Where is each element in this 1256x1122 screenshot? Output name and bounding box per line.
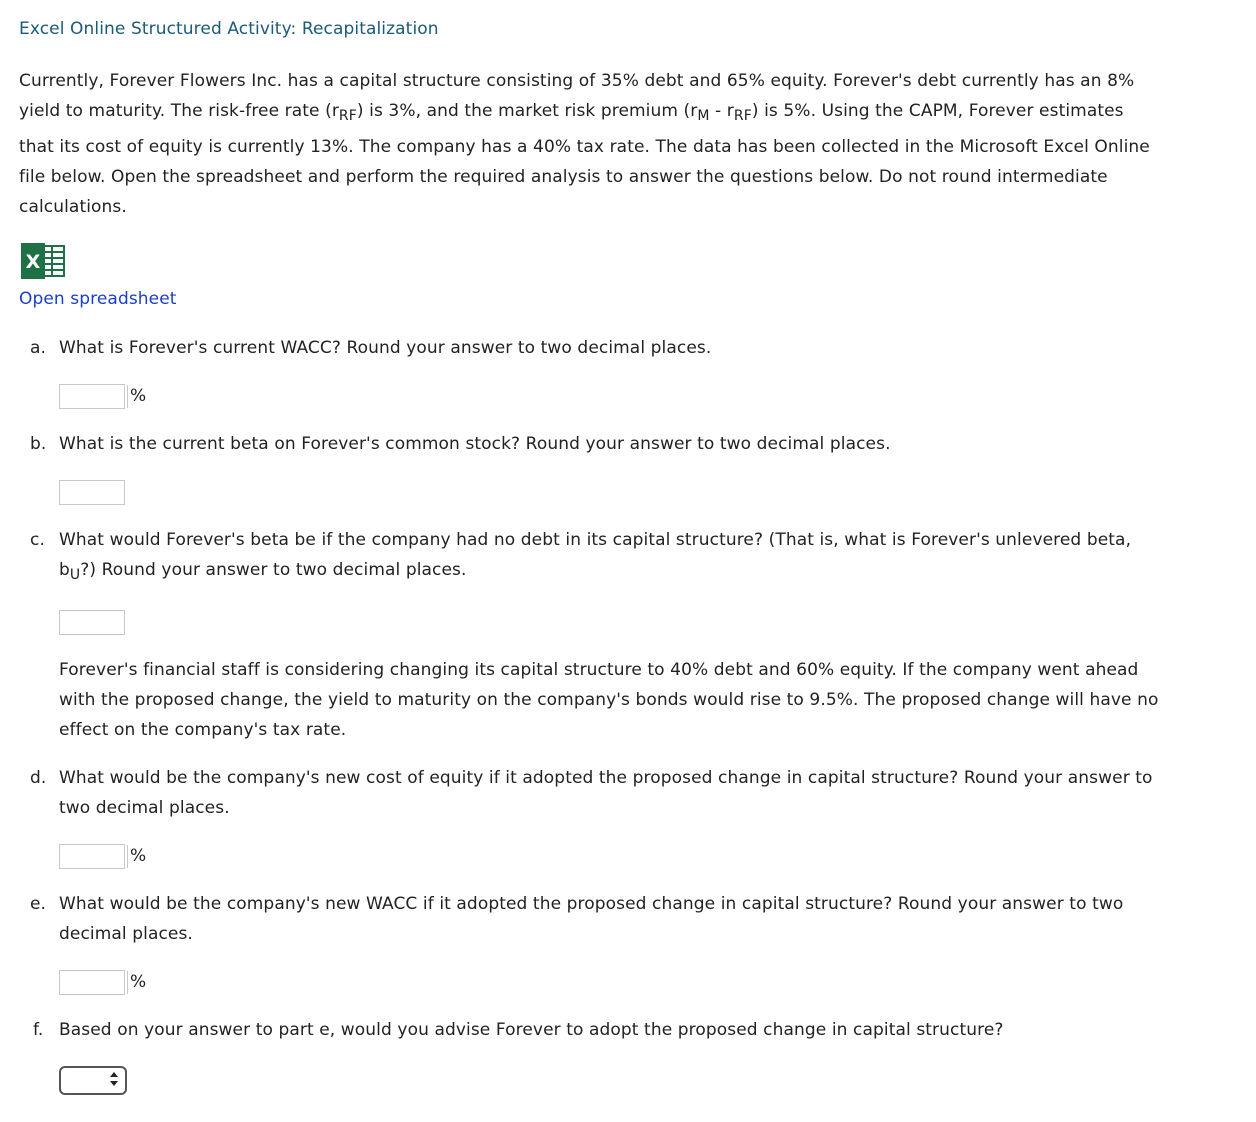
question-text: two decimal places. <box>59 798 230 818</box>
question-e-letter: e. <box>30 894 47 914</box>
answer-d-row <box>59 843 146 870</box>
question-c-text <box>59 525 1224 585</box>
percent-unit: % <box>127 385 146 408</box>
question-a-letter: a. <box>30 338 47 358</box>
answer-a-input[interactable] <box>59 384 125 409</box>
question-b-text <box>59 429 1224 459</box>
intro-text: yield to maturity. The risk-free rate (r <box>19 101 339 121</box>
subscript: RF <box>733 108 752 124</box>
answer-d-input[interactable] <box>59 844 125 869</box>
question-c-letter: c. <box>30 530 45 550</box>
subscript: M <box>697 108 710 124</box>
context-line: effect on the company's tax rate. <box>59 720 347 740</box>
excel-icon[interactable] <box>19 243 66 279</box>
page-title: Excel Online Structured Activity: Recapitalization <box>19 19 439 39</box>
intro-text: - r <box>709 101 734 121</box>
question-text-part: b <box>59 560 70 580</box>
context-paragraph <box>59 655 1224 745</box>
intro-line: file below. Open the spreadsheet and perform the required analysis to answer the questions below. Do not round intermediate <box>19 167 1108 187</box>
subscript: RF <box>338 108 357 124</box>
open-spreadsheet-link[interactable]: Open spreadsheet <box>19 289 177 309</box>
answer-a-row <box>59 383 146 410</box>
select-arrows-icon <box>110 1071 118 1087</box>
intro-line <box>19 96 1229 126</box>
question-text: Based on your answer to part e, would you advise Forever to adopt the proposed change in capital structure? <box>59 1020 1004 1040</box>
question-b-letter: b. <box>30 434 47 454</box>
intro-text: ) is 5%. Using the CAPM, Forever estimates <box>751 101 1124 121</box>
question-text: What would be the company's new WACC if it adopted the proposed change in capital structure? Round your answer to two <box>59 894 1124 914</box>
context-line: Forever's financial staff is considering changing its capital structure to 40% debt and 60% equity. If the company went ahead <box>59 660 1139 680</box>
question-text: What is Forever's current WACC? Round your answer to two decimal places. <box>59 338 712 358</box>
percent-unit: % <box>127 971 146 994</box>
question-f-letter: f. <box>33 1020 44 1040</box>
intro-line: Currently, Forever Flowers Inc. has a capital structure consisting of 35% debt and 65% equity. Forever's debt currently has an 8% <box>19 71 1135 91</box>
question-text-part: ?) Round your answer to two decimal places. <box>80 560 467 580</box>
question-f-text <box>59 1015 1224 1045</box>
answer-e-input[interactable] <box>59 970 125 995</box>
percent-unit: % <box>127 845 146 868</box>
subscript: U <box>69 567 81 583</box>
question-d-letter: d. <box>30 768 47 788</box>
question-a-text <box>59 333 1224 363</box>
question-e-text <box>59 889 1224 949</box>
answer-c-input[interactable] <box>59 610 125 635</box>
question-text: What would Forever's beta be if the company had no debt in its capital structure? (That is, what is Forever's unlevered beta, <box>59 530 1132 550</box>
intro-text: ) is 3%, and the market risk premium (r <box>356 101 698 121</box>
question-d-text <box>59 763 1224 823</box>
question-text <box>59 555 1224 585</box>
answer-e-row <box>59 969 146 996</box>
answer-b-row <box>59 479 125 506</box>
svg-text:X: X <box>25 251 41 273</box>
answer-c-row <box>59 609 125 636</box>
intro-line: calculations. <box>19 197 127 217</box>
question-text: What is the current beta on Forever's common stock? Round your answer to two decimal places. <box>59 434 891 454</box>
answer-f-select[interactable] <box>59 1066 127 1095</box>
answer-b-input[interactable] <box>59 480 125 505</box>
question-text: decimal places. <box>59 924 193 944</box>
question-text: What would be the company's new cost of equity if it adopted the proposed change in capital structure? Round your answer to <box>59 768 1153 788</box>
intro-paragraph <box>19 66 1229 222</box>
context-line: with the proposed change, the yield to maturity on the company's bonds would rise to 9.5%. The proposed change will have no <box>59 690 1159 710</box>
intro-line: that its cost of equity is currently 13%. The company has a 40% tax rate. The data has been collected in the Microsoft Excel Online <box>19 137 1150 157</box>
